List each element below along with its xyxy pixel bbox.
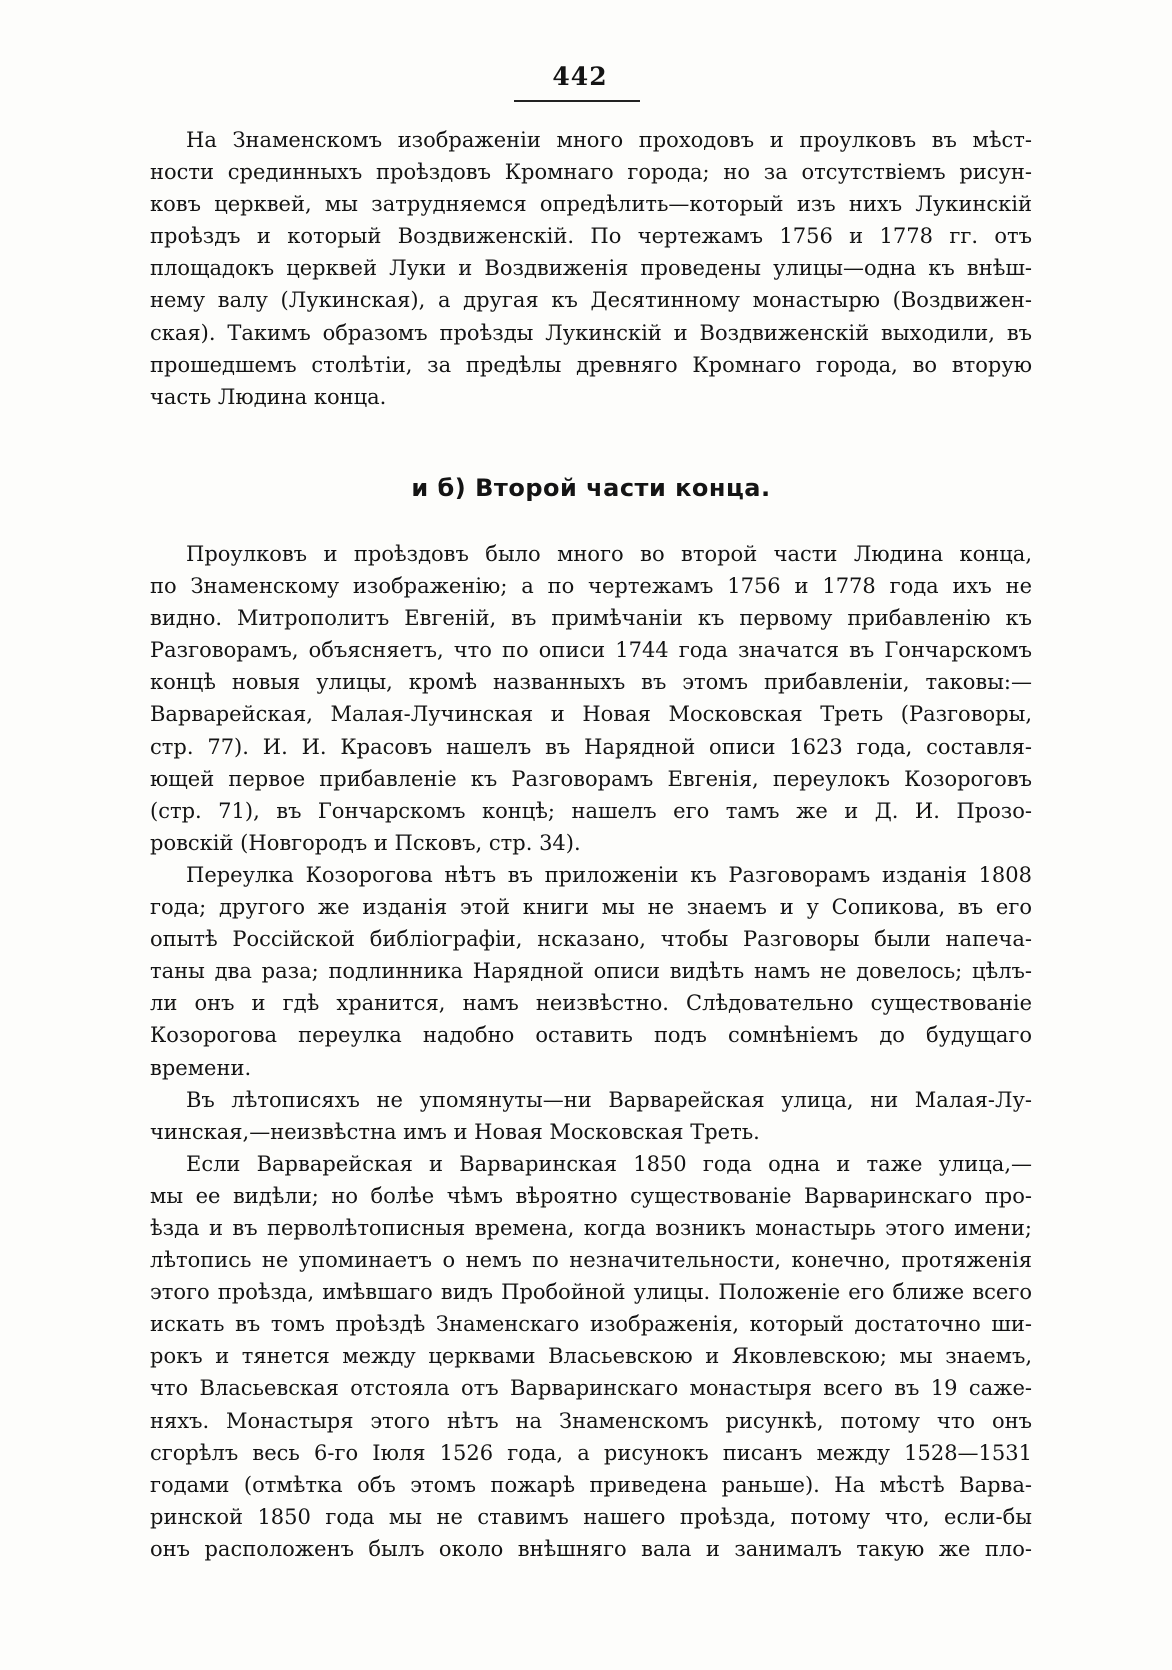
text-line: лѣтопись не упоминаетъ о немъ по незначительности, конечно, протяженiя (150, 1248, 1032, 1273)
text-line: онъ расположенъ былъ около внѣшняго вала и занималъ такую же пло- (150, 1536, 1032, 1561)
text-line: года; другого же изданiя этой книги мы не знаемъ и у Сопикова, въ его (150, 895, 1032, 920)
paragraph-2 (150, 538, 1032, 1565)
text-line: что Власьевская отстояла отъ Варваринскаго монастыря всего въ 19 саже- (150, 1376, 1032, 1401)
text-line: ровскiй (Новгородъ и Псковъ, стр. 34). (150, 830, 581, 855)
text-line: рокъ и тянется между церквами Власьевскою и Яковлевскою; мы знаемъ, (150, 1344, 1032, 1369)
text-line: сгорѣлъ весь 6-го Iюля 1526 года, а рисунокъ писанъ между 1528—1531 (150, 1440, 1032, 1465)
text-line: Проулковъ и проѣздовъ было много во второй части Людина конца, (186, 542, 1032, 566)
text-line: мы ее видѣли; но болѣе чѣмъ вѣроятно существованiе Варваринскаго про- (150, 1183, 1032, 1208)
text-line: ли онъ и гдѣ хранится, намъ неизвѣстно. Слѣдовательно существованiе (150, 991, 1032, 1016)
text-line: проѣздъ и который Воздвиженскiй. По чертежамъ 1756 и 1778 гг. отъ (150, 224, 1032, 249)
text-line: времени. (150, 1055, 252, 1080)
section-heading: и б) Второй части конца. (411, 474, 771, 502)
text-line: На Знаменскомъ изображенiи много проходовъ и проулковъ въ мѣст- (186, 128, 1032, 152)
text-line: ковъ церквей, мы затрудняемся опредѣлить—который изъ нихъ Лукинскiй (150, 192, 1032, 217)
text-line: Если Варварейская и Варваринская 1850 года одна и таже улица,— (186, 1151, 1032, 1176)
paragraph-1 (150, 124, 1032, 413)
page-number: 442 (552, 62, 608, 91)
text-line: искать въ томъ проѣздѣ Знаменскаго изображенiя, который достаточно ши- (150, 1312, 1032, 1337)
text-line: опытѣ Россiйской библiографiи, нсказано, чтобы Разговоры были напеча- (150, 927, 1032, 952)
text-line: няхъ. Монастыря этого нѣтъ на Знаменскомъ рисункѣ, потому что онъ (150, 1408, 1032, 1433)
text-line: часть Людина конца. (150, 384, 387, 409)
text-line: Переулка Козорогова нѣтъ въ приложенiи къ Разговорамъ изданiя 1808 (186, 862, 1032, 887)
text-line: Козорогова переулка надобно оставить подъ сомнѣнiемъ до будущаго (150, 1023, 1032, 1048)
text-line: Разговорамъ, объясняетъ, что по описи 1744 года значатся въ Гончарскомъ (150, 638, 1032, 663)
text-line: ности срединныхъ проѣздовъ Кромнаго города; но за отсутствiемъ рисун- (150, 160, 1032, 185)
text-line: ская). Такимъ образомъ проѣзды Лукинскiй и Воздвиженскiй выходили, въ (150, 320, 1032, 345)
text-line: площадокъ церквей Луки и Воздвиженiя проведены улицы—одна къ внѣш- (150, 256, 1032, 281)
text-line: по Знаменскому изображенiю; а по чертежамъ 1756 и 1778 года ихъ не (150, 574, 1032, 599)
text-line: видно. Митрополитъ Евгенiй, въ примѣчанiи къ первому прибавленiю къ (150, 606, 1032, 631)
text-line: годами (отмѣтка объ этомъ пожарѣ приведена раньше). На мѣстѣ Варва- (150, 1472, 1032, 1497)
text-line: нему валу (Лукинская), а другая къ Десятинному монастырю (Воздвижен- (150, 288, 1032, 313)
text-line: Въ лѣтописяхъ не упомянуты—ни Варварейская улица, ни Малая-Лу- (186, 1087, 1032, 1112)
text-line: стр. 77). И. И. Красовъ нашелъ въ Нарядной описи 1623 года, составля- (150, 734, 1032, 759)
text-line: чинская,—неизвѣстна имъ и Новая Московская Треть. (150, 1119, 760, 1144)
text-line: концѣ новыя улицы, кромѣ названныхъ въ этомъ прибавленiи, таковы:— (150, 670, 1032, 695)
text-line: ѣзда и въ перволѣтописныя времена, когда возникъ монастырь этого имени; (150, 1215, 1032, 1240)
text-line: этого проѣзда, имѣвшаго видъ Пробойной улицы. Положенiе его ближе всего (150, 1280, 1032, 1305)
text-line: ринской 1850 года мы не ставимъ нашего проѣзда, потому что, если-бы (150, 1504, 1032, 1529)
page-number-rule (514, 100, 640, 102)
text-line: Варварейская, Малая-Лучинская и Новая Московская Треть (Разговоры, (150, 702, 1032, 727)
text-line: таны два раза; подлинника Нарядной описи видѣть намъ не довелось; цѣлъ- (150, 959, 1032, 984)
text-line: ющей первое прибавленiе къ Разговорамъ Евгенiя, переулокъ Козороговъ (150, 766, 1032, 791)
text-line: прошедшемъ столѣтiи, за предѣлы древняго Кромнаго города, во вторую (150, 352, 1032, 377)
text-line: (стр. 71), въ Гончарскомъ концѣ; нашелъ его тамъ же и Д. И. Прозо- (150, 798, 1032, 823)
